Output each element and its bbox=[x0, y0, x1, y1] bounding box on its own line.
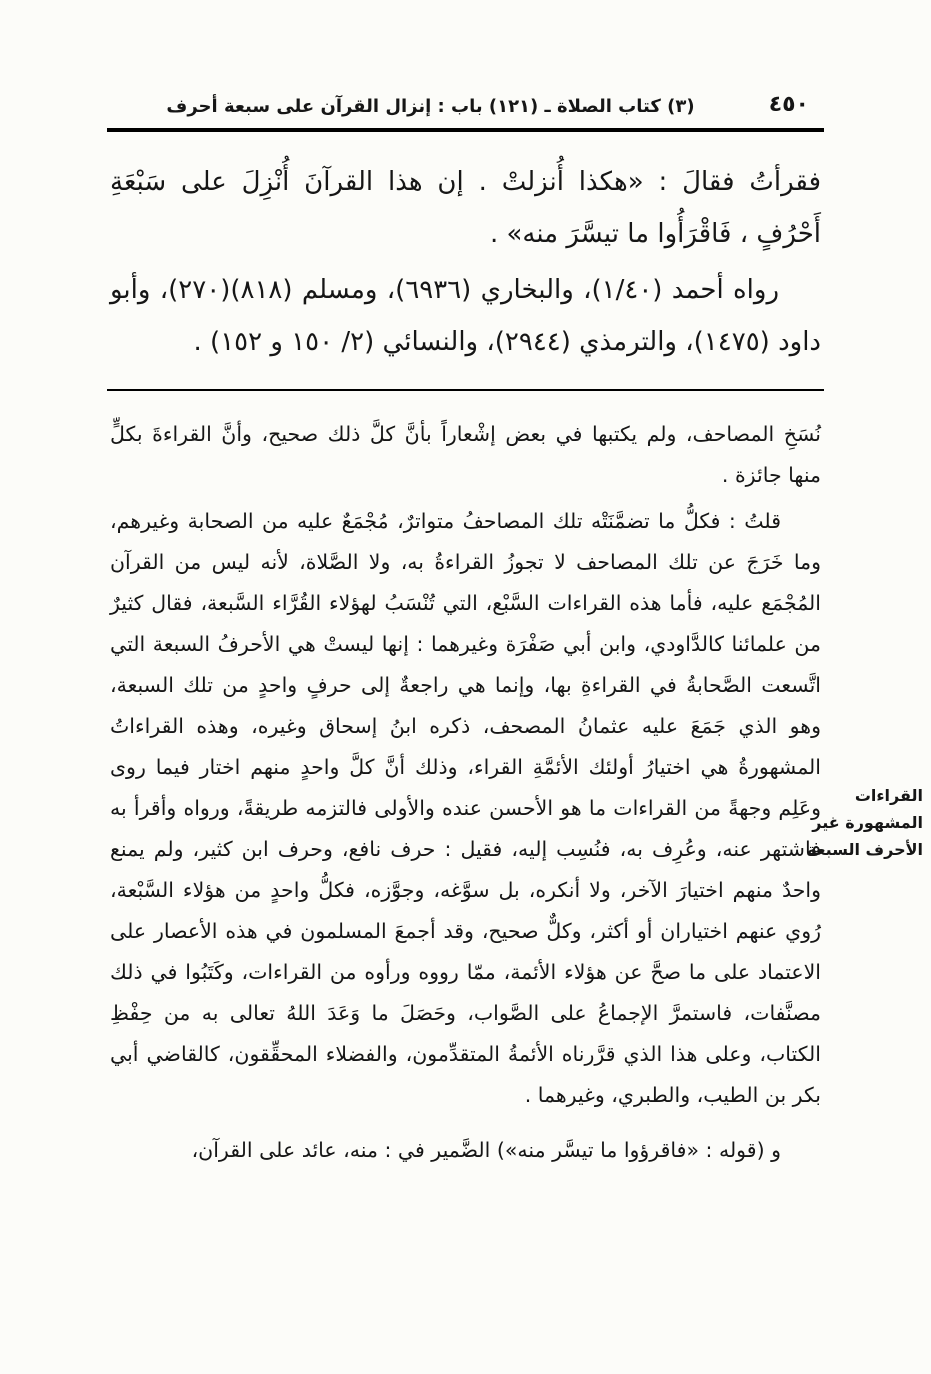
hadith-section bbox=[110, 156, 821, 368]
section-divider bbox=[107, 389, 824, 391]
page-header bbox=[108, 94, 823, 126]
commentary-paragraph: نُسَخِ المصاحف، ولم يكتبها في بعض إشْعاراً بأنَّ كلَّ ذلك صحيح، وأنَّ القراءةَ بكلٍّ منها جائزة . bbox=[110, 422, 821, 487]
margin-note-line: القراءات bbox=[854, 786, 923, 805]
margin-note bbox=[806, 782, 923, 863]
header-rule bbox=[107, 128, 824, 132]
commentary-paragraph: و (قوله : «فاقرؤوا ما تيسَّر منه») الضَّمير في : منه، عائد على القرآن، bbox=[191, 1138, 781, 1162]
commentary-paragraph: قلتُ : فكلُّ ما تضمَّنَتْه تلك المصاحفُ متواترٌ، مُجْمَعٌ عليه من الصحابة وغيرهم، وما خَرَجَ عن تلك المصاحف لا تجوزُ القراءةُ به، ولا الصَّلاة، لأنه ليس من القرآن المُجْمَع عليه، فأما هذه القراءات السَّبْع، التي تُنْسَبُ لهؤلاء القُرَّاء السَّبعة، فقال كثيرٌ من علمائنا كالدَّاودي، وابن أبي صَفْرَة وغيرهما : إنها ليستْ هي الأحرفُ السبعة التي اتَّسعت الصَّحابةُ في القراءةِ بها، وإنما هي راجعةٌ إلى حرفٍ واحدٍ من تلك السبعة، وهو الذي جَمَعَ عليه عثمانُ المصحف، ذكره ابنُ إسحاق وغيره، وهذه القراءاتُ المشهورةُ هي اختيارُ أولئك الأئمَّةِ القراء، وذلك أنَّ كلَّ واحدٍ منهم اختار فيما روى وعَلِم وجهةً من القراءات ما هو الأحسن عنده والأولى فالتزمه طريقةً، ورواه وأقرأ به فاشتهر عنه، وعُرِف به، فنُسِب إليه، فقيل : حرف نافع، وحرف ابن كثير، ولم يمنع واحدٌ منهم اختيارَ الآخر، ولا أنكره، بل سوَّغه، وجوَّزه، فكلُّ واحدٍ من هؤلاء السَّبْعة، رُوي عنهم اختياران أو أكثر، وكلٌّ صحيح، وقد أجمعَ المسلمون في هذه الأعصار على الاعتماد على ما صحَّ عن هؤلاء الأئمة، ممّا رووه ورأوه من القراءات، وكَتَبُوا في ذلك مصنَّفات، فاستمرَّ الإجماعُ على الصَّواب، وحَصَلَ ما وَعَدَ اللهُ تعالى به من حِفْظِ الكتاب، وعلى هذا الذي قرَّرناه الأئمةُ المتقدِّمون، والفضلاء المحقِّقون، كالقاضي أبي بكر بن الطيب، والطبري، وغيرهما . bbox=[110, 509, 821, 1107]
margin-note-line: الأحرف السبعة bbox=[806, 840, 923, 859]
page-number: ٤٥٠ bbox=[768, 92, 809, 117]
commentary-section bbox=[110, 414, 821, 1171]
margin-note-line: المشهورة غير bbox=[812, 813, 923, 832]
chapter-heading: (٣) كتاب الصلاة ـ (١٢١) باب : إنزال القرآن على سبعة أحرف bbox=[166, 96, 695, 117]
hadith-paragraph: فقرأتُ فقالَ : «هكذا أُنزلتْ . إن هذا القرآنَ أُنْزِلَ على سَبْعَةِ أَحْرُفٍ ، فَاقْرَأُوا ما تيسَّرَ منه» . bbox=[110, 167, 821, 249]
takhrij-paragraph: رواه أحمد (١/٤٠)، والبخاري (٦٩٣٦)، ومسلم (٨١٨)(٢٧٠)، وأبو داود (١٤٧٥)، والترمذي (٢٩٤٤)، والنسائي (٢/ ١٥٠ و ١٥٢) . bbox=[110, 275, 821, 357]
